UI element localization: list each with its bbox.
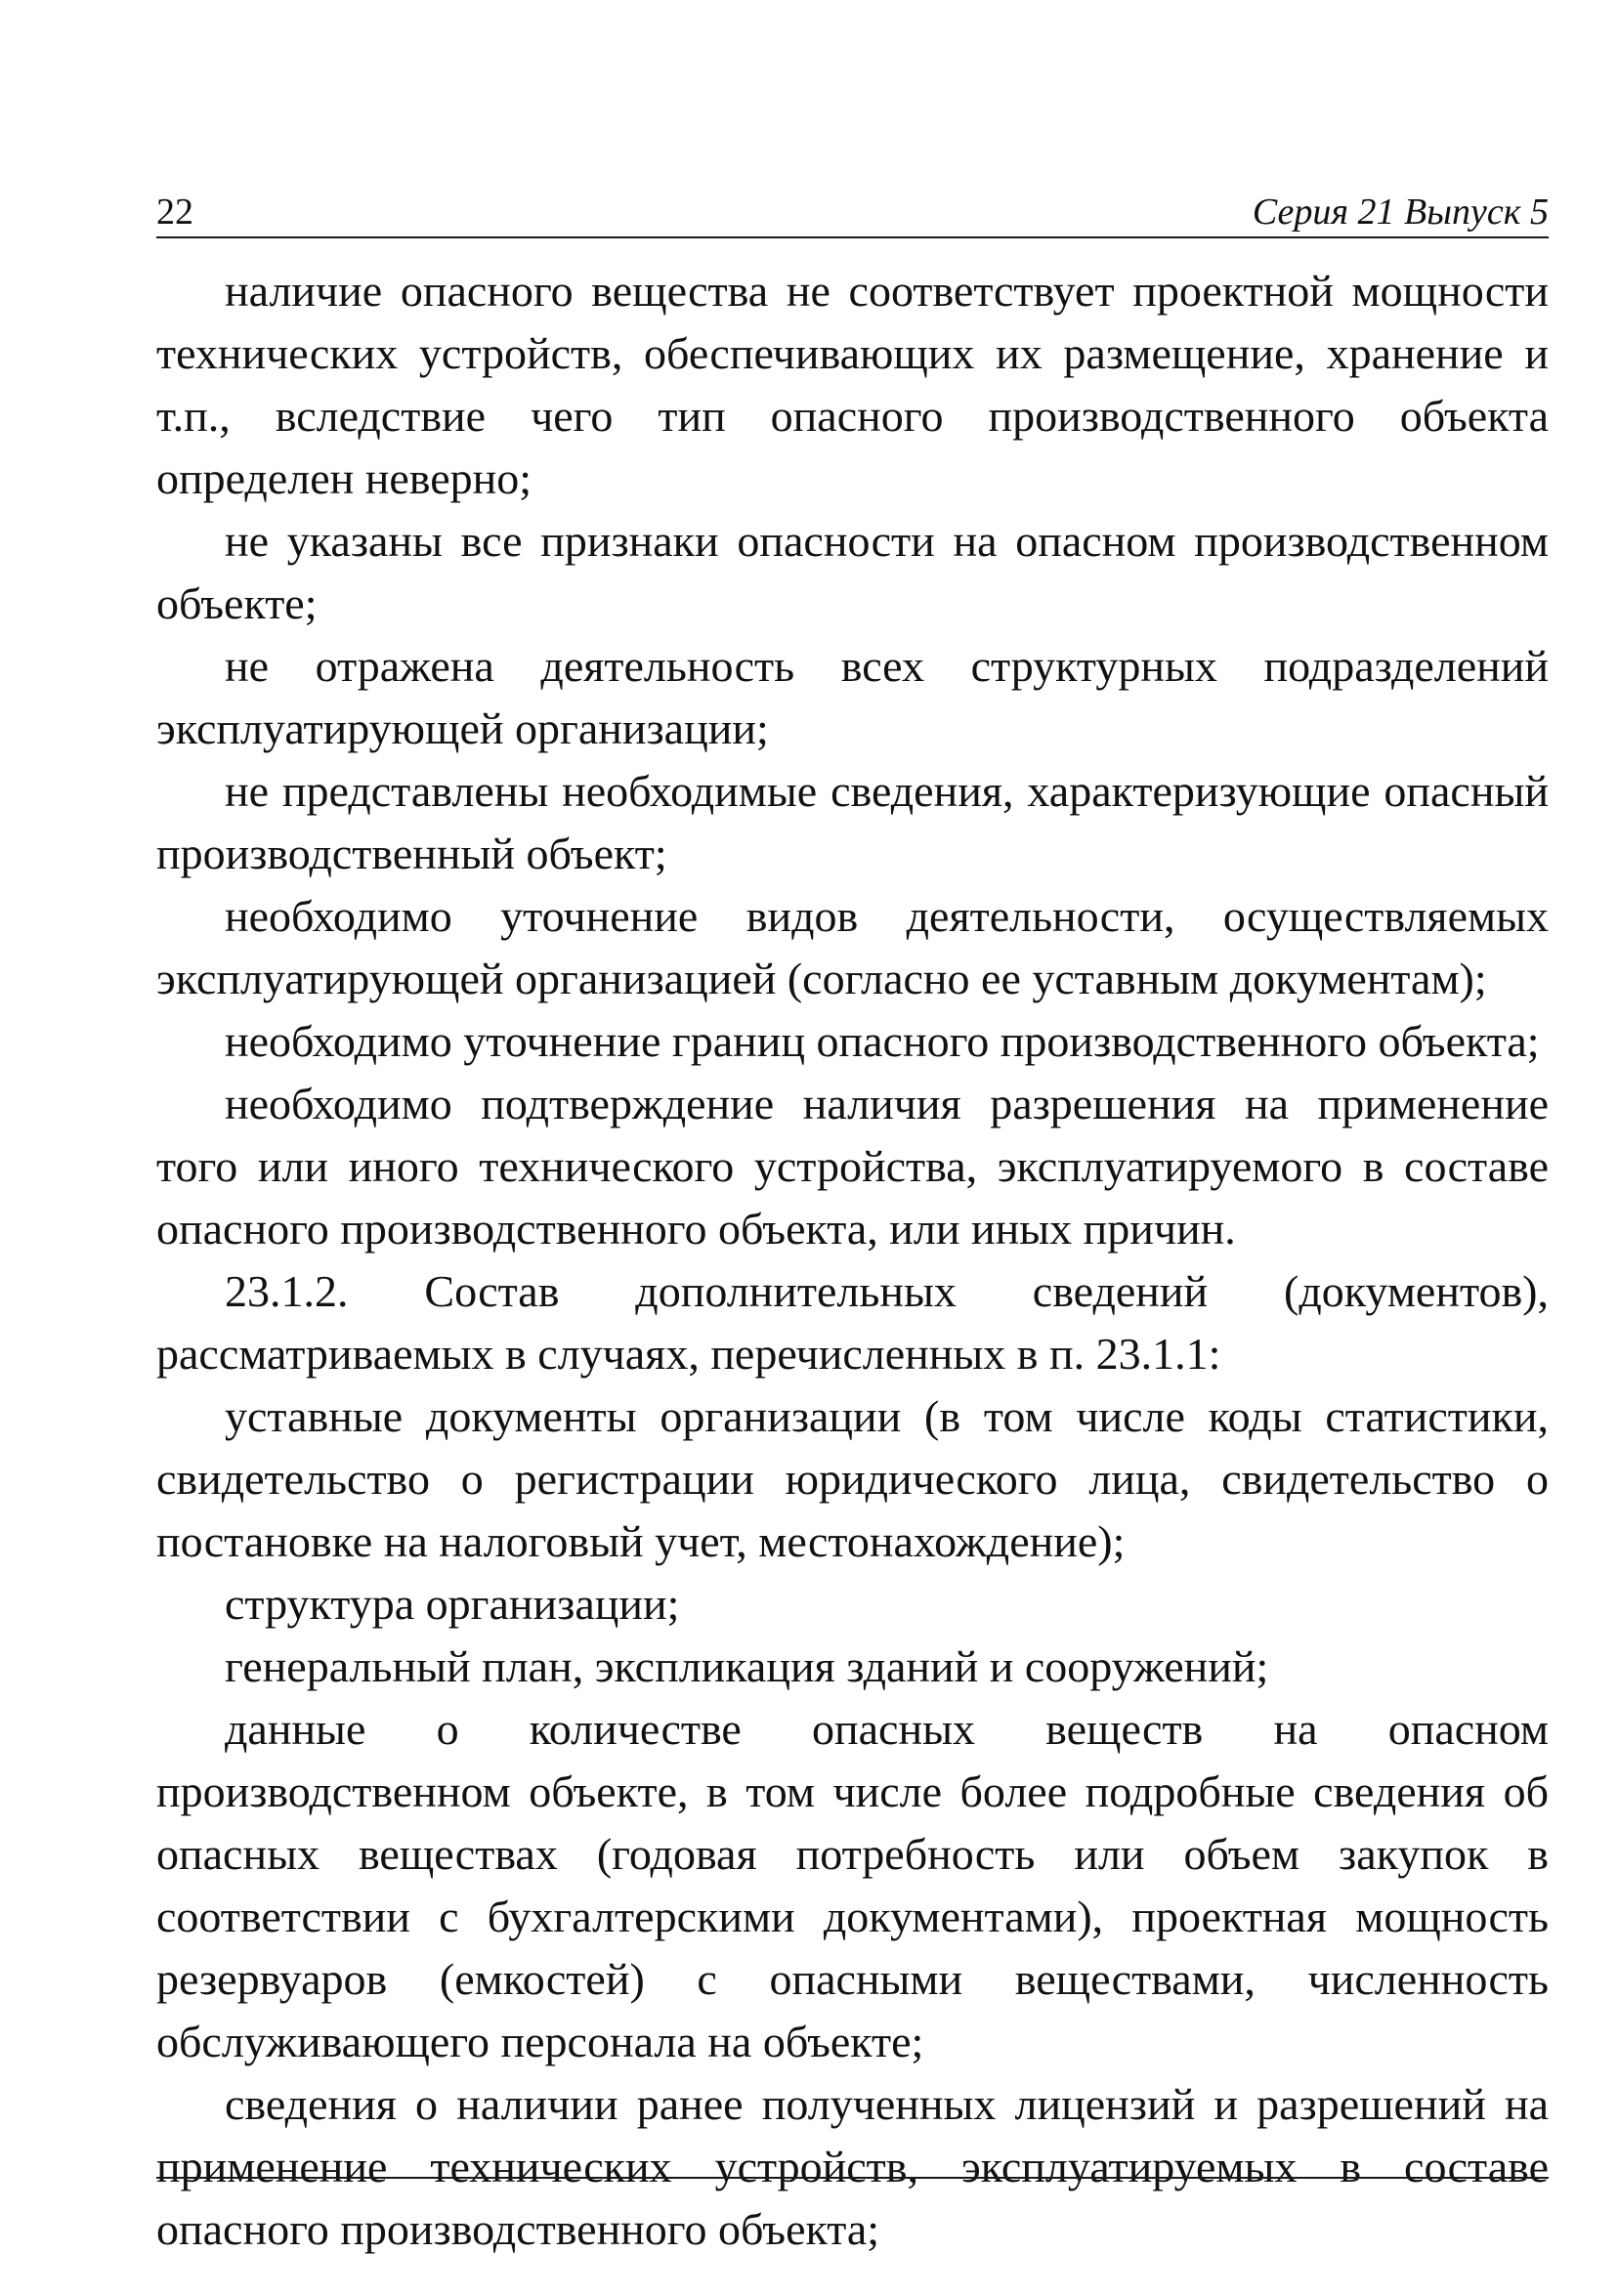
paragraph: необходимо уточнение границ опасного производственного объекта; xyxy=(225,1016,1540,1066)
series-title: Серия 21 Выпуск 5 xyxy=(1252,191,1549,233)
paragraph: не отражена деятельность всех структурных подразделений эксплуатирующей организации; xyxy=(156,641,1549,753)
paragraph: сведения о наличии ранее полученных лицензий и разрешений на применение технических устройств, эксплуатируемых в составе опасного производственного объекта; xyxy=(156,2079,1549,2254)
body-text xyxy=(156,260,1549,2261)
paragraph: генеральный план, экспликация зданий и сооружений; xyxy=(225,1641,1269,1691)
paragraph: не указаны все признаки опасности на опасном производственном объекте; xyxy=(156,516,1549,628)
running-header xyxy=(156,188,1549,238)
paragraph: необходимо подтверждение наличия разрешения на применение того или иного технического устройства, эксплуатируемого в составе опасного производственного объекта, или иных причин. xyxy=(156,1079,1549,1254)
paragraph: не представлены необходимые сведения, характеризующие опасный производственный объект; xyxy=(156,766,1549,878)
paragraph: данные о количестве опасных веществ на опасном производственном объекте, в том числе более подробные сведения об опасных веществах (годовая потребность или объем закупок в соответствии с бухгалтерскими документами), проектная мощность резервуаров (емкостей) с опасными веществами, численность обслуживающего персонала на объекте; xyxy=(156,1704,1549,2066)
paragraph: уставные документы организации (в том числе коды статистики, свидетельство о регистрации юридического лица, свидетельство о постановке на налоговый учет, местонахождение); xyxy=(156,1391,1549,1566)
paragraph: 23.1.2. Состав дополнительных сведений (документов), рассматриваемых в случаях, перечисленных в п. 23.1.1: xyxy=(156,1266,1549,1379)
page-number: 22 xyxy=(156,191,193,233)
book-page xyxy=(156,0,1549,2296)
bottom-rule xyxy=(156,2177,1549,2179)
paragraph: структура организации; xyxy=(225,1579,680,1629)
paragraph: необходимо уточнение видов деятельности, осуществляемых эксплуатирующей организацией (согласно ее уставным документам); xyxy=(156,891,1549,1003)
paragraph: наличие опасного вещества не соответствует проектной мощности технических устройств, обеспечивающих их размещение, хранение и т.п., вследствие чего тип опасного производственного объекта определен неверно; xyxy=(156,266,1549,503)
